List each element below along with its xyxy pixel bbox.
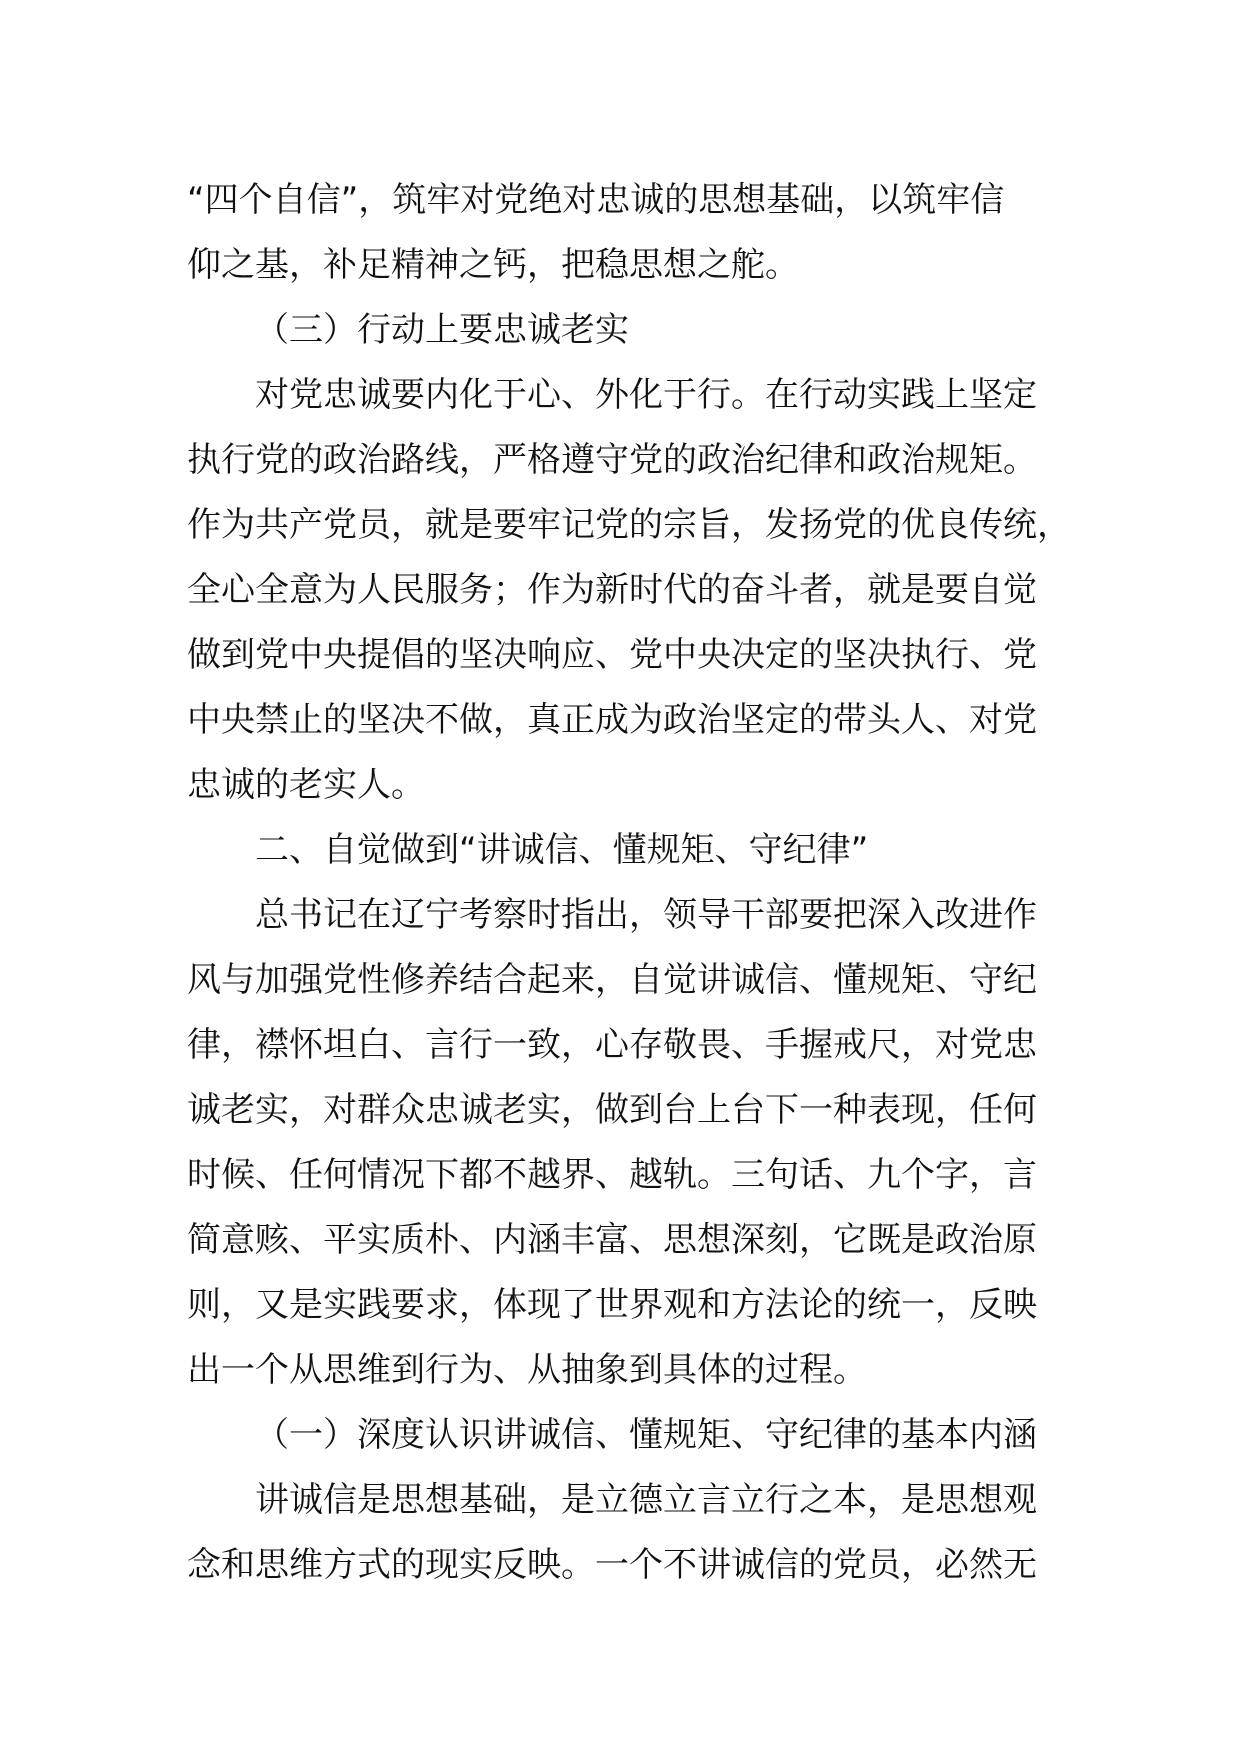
text-line: 出一个从思维到行为、从抽象到具体的过程。 — [187, 1350, 867, 1390]
paragraph-first-line: 讲诚信是思想基础，是立德立言立行之本，是思想观 — [255, 1480, 1037, 1520]
text-line: “四个自信”，筑牢对党绝对忠诚的思想基础，以筑牢信 — [187, 180, 1005, 220]
text-line: 仰之基，补足精神之钙，把稳思想之舵。 — [187, 245, 799, 285]
section-heading: 二、自觉做到“讲诚信、懂规矩、守纪律” — [255, 830, 869, 870]
text-line: 执行党的政治路线，严格遵守党的政治纪律和政治规矩。 — [187, 440, 1037, 480]
text-line: 诚老实，对群众忠诚老实，做到台上台下一种表现，任何 — [187, 1090, 1037, 1130]
document-body — [187, 168, 1071, 1598]
text-line: 简意赅、平实质朴、内涵丰富、思想深刻，它既是政治原 — [187, 1220, 1037, 1260]
text-line: 则，又是实践要求，体现了世界观和方法论的统一，反映 — [187, 1285, 1037, 1325]
paragraph-first-line: 总书记在辽宁考察时指出，领导干部要把深入改进作 — [255, 895, 1037, 935]
section-heading: （三）行动上要忠诚老实 — [255, 310, 629, 350]
text-line: 中央禁止的坚决不做，真正成为政治坚定的带头人、对党 — [187, 700, 1037, 740]
text-line: 作为共产党员，就是要牢记党的宗旨，发扬党的优良传统， — [187, 505, 1071, 545]
text-line: 时候、任何情况下都不越界、越轨。三句话、九个字，言 — [187, 1155, 1037, 1195]
text-line: 风与加强党性修养结合起来，自觉讲诚信、懂规矩、守纪 — [187, 960, 1037, 1000]
section-heading: （一）深度认识讲诚信、懂规矩、守纪律的基本内涵 — [255, 1415, 1037, 1455]
text-line: 忠诚的老实人。 — [187, 765, 425, 805]
paragraph-first-line: 对党忠诚要内化于心、外化于行。在行动实践上坚定 — [255, 375, 1037, 415]
text-line: 全心全意为人民服务；作为新时代的奋斗者，就是要自觉 — [187, 570, 1037, 610]
text-line: 律，襟怀坦白、言行一致，心存敬畏、手握戒尺，对党忠 — [187, 1025, 1037, 1065]
text-line: 做到党中央提倡的坚决响应、党中央决定的坚决执行、党 — [187, 635, 1037, 675]
text-line: 念和思维方式的现实反映。一个不讲诚信的党员，必然无 — [187, 1545, 1037, 1585]
